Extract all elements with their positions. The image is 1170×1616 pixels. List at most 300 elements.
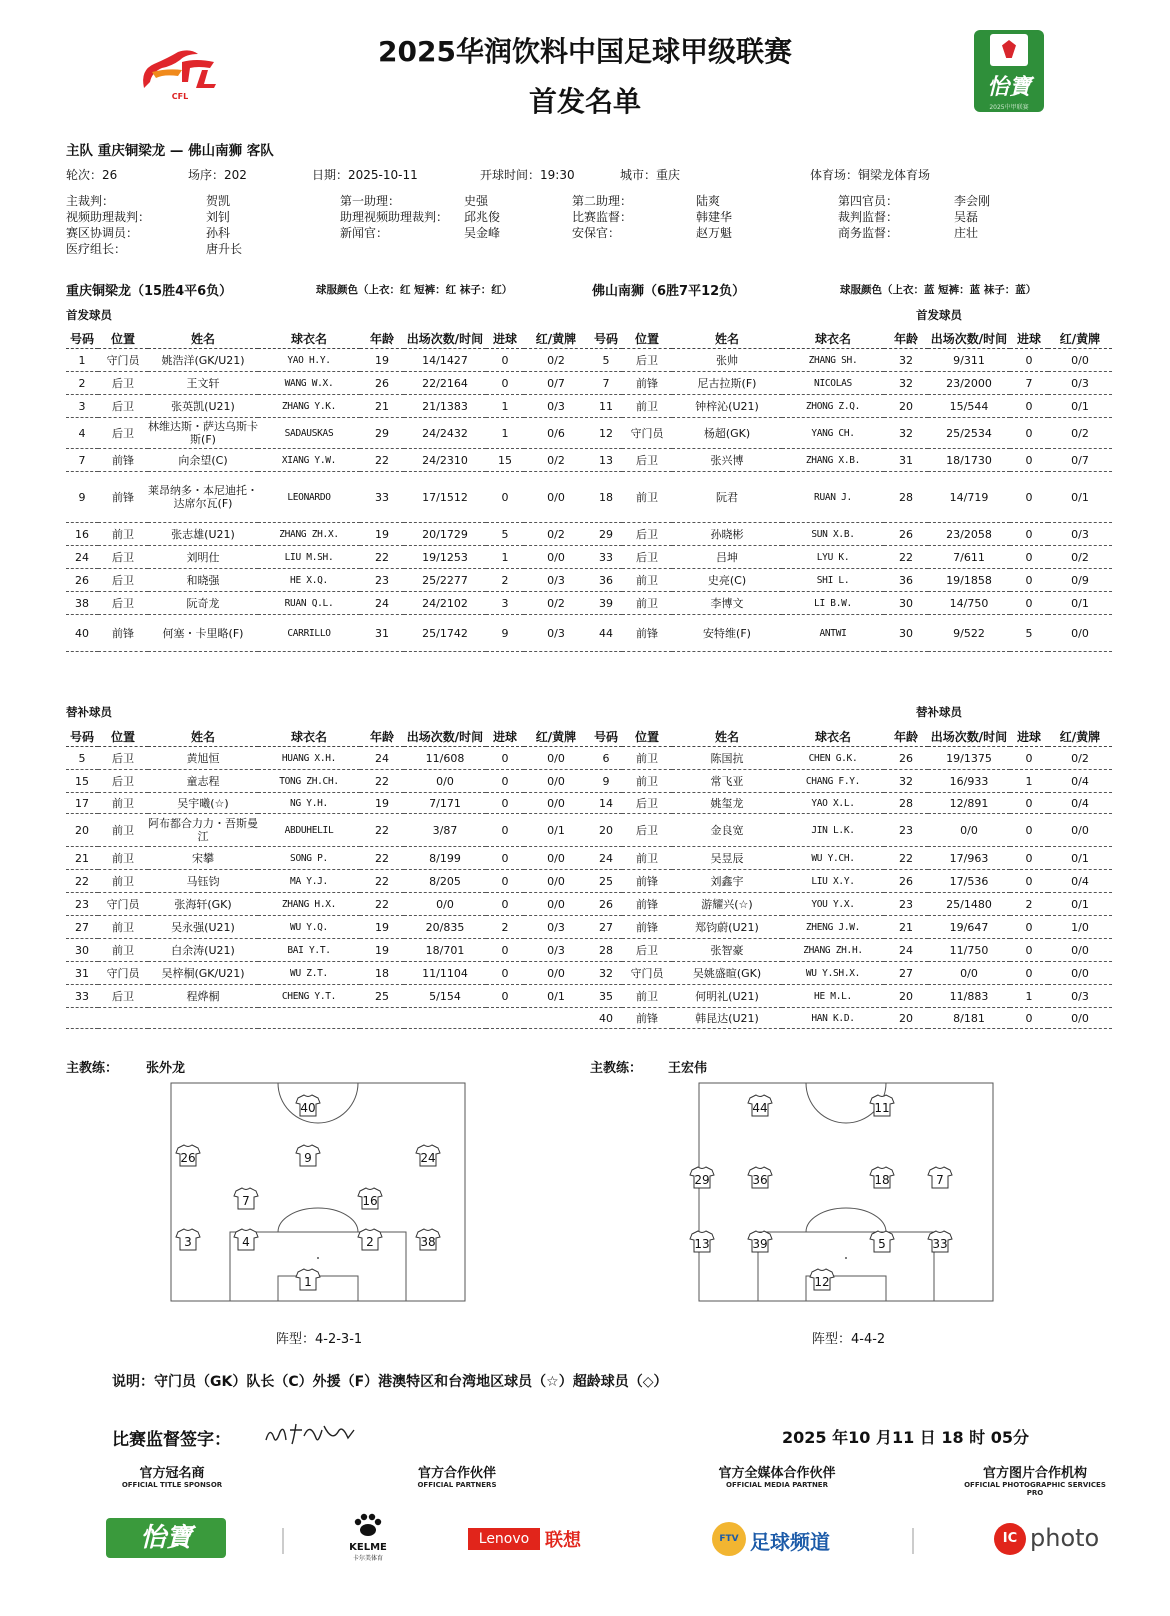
- official-role: 商务监督：: [838, 226, 899, 240]
- player-shirt-name: YOU Y.X.: [782, 893, 884, 916]
- player-name: 郑钧蔚(U21): [672, 916, 782, 939]
- table-row: [66, 569, 588, 592]
- player-age: 22: [884, 847, 928, 870]
- player-age: 24: [360, 592, 404, 615]
- player-number: [66, 1008, 98, 1029]
- round: 轮次：26: [66, 168, 118, 182]
- away-subs-table: [590, 726, 1112, 1029]
- player-cards: 0/2: [1048, 747, 1112, 770]
- player-goals: 0: [486, 847, 524, 870]
- player-shirt-name: ANTWI: [782, 615, 884, 652]
- player-age: 19: [360, 916, 404, 939]
- table-row: [590, 449, 1112, 472]
- player-shirt-name: RUAN Q.L.: [258, 592, 360, 615]
- player-jersey-number: 1: [304, 1275, 312, 1289]
- player-goals: 3: [486, 592, 524, 615]
- player-jersey-number: 9: [304, 1151, 312, 1165]
- player-jersey-icon: [870, 1167, 894, 1188]
- player-name: 吴永强(U21): [148, 916, 258, 939]
- player-number: 9: [590, 770, 622, 793]
- player-goals: 0: [1010, 1008, 1048, 1029]
- player-position: 后卫: [98, 395, 148, 418]
- player-number: 4: [66, 418, 98, 449]
- player-age: 25: [360, 985, 404, 1008]
- player-goals: [486, 1008, 524, 1029]
- player-number: 36: [590, 569, 622, 592]
- match-number: 场序：202: [188, 168, 247, 182]
- player-age: 22: [360, 546, 404, 569]
- player-goals: 5: [1010, 615, 1048, 652]
- player-shirt-name: ZHANG SH.: [782, 349, 884, 372]
- player-age: 30: [884, 615, 928, 652]
- home-coach-label: 主教练：: [66, 1061, 119, 1076]
- player-cards: 0/2: [524, 523, 588, 546]
- player-goals: 0: [1010, 814, 1048, 847]
- player-position: 前卫: [98, 793, 148, 814]
- player-appearances: 0/0: [404, 770, 486, 793]
- player-age: 22: [360, 770, 404, 793]
- official-name: 邱兆俊: [464, 210, 501, 224]
- player-appearances: 17/536: [928, 870, 1010, 893]
- player-appearances: 24/2102: [404, 592, 486, 615]
- player-goals: 0: [486, 870, 524, 893]
- player-age: 26: [884, 870, 928, 893]
- player-appearances: 11/1104: [404, 962, 486, 985]
- player-name: 张英凯(U21): [148, 395, 258, 418]
- player-appearances: 0/0: [928, 814, 1010, 847]
- player-name: 张海轩(GK): [148, 893, 258, 916]
- player-goals: 0: [1010, 747, 1048, 770]
- player-position: 前卫: [622, 847, 672, 870]
- player-appearances: 24/2432: [404, 418, 486, 449]
- home-formation: 阵型：4-2-3-1: [276, 1332, 363, 1347]
- player-jersey-number: 16: [362, 1194, 378, 1208]
- lenovo-logo: Lenovo: [468, 1528, 540, 1550]
- player-shirt-name: YAO H.Y.: [258, 349, 360, 372]
- player-number: 20: [66, 814, 98, 847]
- player-age: 27: [884, 962, 928, 985]
- player-age: 19: [360, 793, 404, 814]
- player-shirt-name: XIANG Y.W.: [258, 449, 360, 472]
- player-cards: 0/4: [1048, 793, 1112, 814]
- player-appearances: 12/891: [928, 793, 1010, 814]
- official-name: 赵万魁: [696, 226, 733, 240]
- column-header: 年龄: [884, 328, 928, 349]
- legend-note: 说明：守门员（GK）队长（C）外援（F）港澳特区和台湾地区球员（☆）超龄球员（◇）: [112, 1374, 668, 1390]
- player-position: 前卫: [98, 939, 148, 962]
- player-position: 前锋: [622, 870, 672, 893]
- player-cards: 0/0: [524, 893, 588, 916]
- player-name: 张兴博: [672, 449, 782, 472]
- player-shirt-name: ZHANG ZH.X.: [258, 523, 360, 546]
- player-number: 3: [66, 395, 98, 418]
- player-position: 后卫: [622, 546, 672, 569]
- player-name: 张智豪: [672, 939, 782, 962]
- column-header: 出场次数/时间: [928, 726, 1010, 747]
- player-age: [360, 1008, 404, 1029]
- player-goals: 7: [1010, 372, 1048, 395]
- player-position: 守门员: [622, 418, 672, 449]
- player-age: 33: [360, 472, 404, 523]
- column-header: 进球: [486, 726, 524, 747]
- player-number: 22: [66, 870, 98, 893]
- player-position: 前锋: [98, 449, 148, 472]
- player-appearances: 9/522: [928, 615, 1010, 652]
- player-goals: 0: [486, 747, 524, 770]
- player-appearances: 24/2310: [404, 449, 486, 472]
- player-shirt-name: CARRILLO: [258, 615, 360, 652]
- player-cards: 0/2: [1048, 418, 1112, 449]
- player-appearances: 25/1742: [404, 615, 486, 652]
- player-cards: 0/0: [524, 770, 588, 793]
- player-cards: 0/3: [524, 615, 588, 652]
- player-cards: 1/0: [1048, 916, 1112, 939]
- player-number: 16: [66, 523, 98, 546]
- yibao-sponsor-logo: 怡寶: [106, 1518, 226, 1558]
- stadium: 体育场：铜梁龙体育场: [810, 168, 931, 182]
- table-row: [590, 893, 1112, 916]
- player-jersey-icon: [358, 1229, 382, 1250]
- home-coach: 张外龙: [146, 1061, 186, 1076]
- player-position: 后卫: [622, 349, 672, 372]
- player-number: 1: [66, 349, 98, 372]
- player-position: 前卫: [622, 592, 672, 615]
- official-role: 第一助理：: [340, 194, 401, 208]
- table-row: [590, 870, 1112, 893]
- player-name: 尼古拉斯(F): [672, 372, 782, 395]
- player-age: 28: [884, 793, 928, 814]
- player-jersey-icon: [690, 1167, 714, 1188]
- player-age: 21: [360, 395, 404, 418]
- player-number: 18: [590, 472, 622, 523]
- player-shirt-name: ZHANG ZH.H.: [782, 939, 884, 962]
- player-jersey-number: 40: [300, 1101, 316, 1115]
- teams-line: 主队 重庆铜梁龙 — 佛山南狮 客队: [66, 143, 274, 159]
- player-shirt-name: WU Y.CH.: [782, 847, 884, 870]
- player-position: 前锋: [622, 1008, 672, 1029]
- player-jersey-icon: [748, 1167, 772, 1188]
- player-shirt-name: BAI Y.T.: [258, 939, 360, 962]
- player-goals: 0: [1010, 449, 1048, 472]
- player-cards: 0/1: [1048, 395, 1112, 418]
- official-role: 赛区协调员：: [66, 226, 139, 240]
- column-header: 年龄: [884, 726, 928, 747]
- player-name: 史亮(C): [672, 569, 782, 592]
- official-role: 第二助理：: [572, 194, 633, 208]
- player-goals: 0: [1010, 592, 1048, 615]
- sponsor-photo-heading: 官方图片合作机构: [982, 1466, 1087, 1481]
- player-position: 前锋: [622, 916, 672, 939]
- official-name: 韩建华: [696, 210, 733, 224]
- player-age: 32: [884, 372, 928, 395]
- player-name: 吴梓桐(GK/U21): [148, 962, 258, 985]
- player-name: 何塞・卡里略(F): [148, 615, 258, 652]
- table-row: [66, 592, 588, 615]
- player-name: 向余望(C): [148, 449, 258, 472]
- away-coach-label: 主教练：: [590, 1061, 643, 1076]
- player-appearances: 25/2277: [404, 569, 486, 592]
- player-number: 28: [590, 939, 622, 962]
- player-age: 20: [884, 985, 928, 1008]
- player-cards: 0/3: [1048, 523, 1112, 546]
- player-position: 后卫: [622, 523, 672, 546]
- player-appearances: 5/154: [404, 985, 486, 1008]
- separator: [282, 1528, 284, 1554]
- player-goals: 0: [1010, 418, 1048, 449]
- kickoff-time: 开球时间：19:30: [480, 168, 575, 182]
- player-number: 5: [590, 349, 622, 372]
- player-age: 23: [360, 569, 404, 592]
- player-age: 22: [360, 814, 404, 847]
- player-age: 32: [884, 349, 928, 372]
- official-role: 主裁判：: [66, 194, 115, 208]
- official-name: 孙科: [206, 226, 231, 240]
- table-row: [66, 472, 588, 523]
- column-header: 年龄: [360, 726, 404, 747]
- player-goals: 0: [1010, 349, 1048, 372]
- player-number: 9: [66, 472, 98, 523]
- player-shirt-name: JIN L.K.: [782, 814, 884, 847]
- player-cards: 0/4: [1048, 770, 1112, 793]
- player-name: 王文轩: [148, 372, 258, 395]
- official-role: 裁判监督：: [838, 210, 899, 224]
- player-number: 31: [66, 962, 98, 985]
- player-number: 24: [590, 847, 622, 870]
- player-name: 金良宽: [672, 814, 782, 847]
- player-age: 26: [884, 523, 928, 546]
- player-position: 前卫: [622, 747, 672, 770]
- player-jersey-icon: [358, 1188, 382, 1209]
- match-date: 日期：2025-10-11: [312, 168, 418, 182]
- player-jersey-number: 33: [932, 1237, 948, 1251]
- sponsor-title-sub: OFFICIAL TITLE SPONSOR: [121, 1481, 223, 1489]
- player-cards: 0/0: [524, 546, 588, 569]
- column-header: 出场次数/时间: [404, 726, 486, 747]
- player-name: 何明礼(U21): [672, 985, 782, 1008]
- player-goals: 2: [486, 916, 524, 939]
- player-goals: 1: [486, 418, 524, 449]
- player-appearances: 20/835: [404, 916, 486, 939]
- player-shirt-name: HUANG X.H.: [258, 747, 360, 770]
- player-position: 后卫: [98, 418, 148, 449]
- player-name: 刘鑫宇: [672, 870, 782, 893]
- signature-label: 比赛监督签字：: [112, 1430, 231, 1450]
- player-cards: 0/2: [524, 592, 588, 615]
- player-jersey-icon: [810, 1269, 834, 1290]
- player-appearances: 0/0: [404, 893, 486, 916]
- player-jersey-number: 36: [752, 1173, 768, 1187]
- player-age: 26: [360, 372, 404, 395]
- sponsor-partners-sub: OFFICIAL PARTNERS: [417, 1481, 497, 1489]
- player-number: 13: [590, 449, 622, 472]
- column-header: 进球: [1010, 726, 1048, 747]
- player-shirt-name: NICOLAS: [782, 372, 884, 395]
- player-number: 17: [66, 793, 98, 814]
- supervisor-signature: [262, 1418, 358, 1450]
- player-number: 5: [66, 747, 98, 770]
- table-row: [590, 770, 1112, 793]
- player-number: 24: [66, 546, 98, 569]
- player-shirt-name: NG Y.H.: [258, 793, 360, 814]
- player-cards: 0/0: [524, 870, 588, 893]
- yibao-logo: [974, 30, 1044, 112]
- player-goals: 0: [486, 939, 524, 962]
- player-jersey-number: 13: [694, 1237, 710, 1251]
- player-jersey-icon: [234, 1229, 258, 1250]
- player-age: 32: [884, 770, 928, 793]
- player-goals: 0: [486, 962, 524, 985]
- player-number: 20: [590, 814, 622, 847]
- paw-icon: [352, 1512, 384, 1538]
- player-appearances: 14/750: [928, 592, 1010, 615]
- player-position: 后卫: [622, 449, 672, 472]
- player-shirt-name: HE M.L.: [782, 985, 884, 1008]
- table-row: [66, 793, 588, 814]
- player-name: 姚玺龙: [672, 793, 782, 814]
- player-number: 12: [590, 418, 622, 449]
- player-position: 守门员: [98, 962, 148, 985]
- player-shirt-name: SADAUSKAS: [258, 418, 360, 449]
- city: 城市：重庆: [620, 168, 681, 182]
- player-shirt-name: ZHANG X.B.: [782, 449, 884, 472]
- player-goals: 1: [486, 395, 524, 418]
- player-position: 前卫: [98, 814, 148, 847]
- player-appearances: 7/611: [928, 546, 1010, 569]
- table-row: [590, 472, 1112, 523]
- player-cards: 0/9: [1048, 569, 1112, 592]
- player-age: 28: [884, 472, 928, 523]
- player-age: 22: [884, 546, 928, 569]
- table-row: [590, 349, 1112, 372]
- lenovo-cn-logo: 联想: [545, 1530, 581, 1551]
- player-number: 6: [590, 747, 622, 770]
- player-age: 23: [884, 814, 928, 847]
- player-goals: 0: [1010, 523, 1048, 546]
- player-goals: 0: [1010, 569, 1048, 592]
- player-cards: 0/0: [1048, 615, 1112, 652]
- player-appearances: 16/933: [928, 770, 1010, 793]
- player-cards: 0/0: [1048, 939, 1112, 962]
- player-cards: 0/0: [1048, 962, 1112, 985]
- player-number: 33: [590, 546, 622, 569]
- sponsor-media-heading: 官方全媒体合作伙伴: [718, 1466, 836, 1481]
- player-name: 杨超(GK): [672, 418, 782, 449]
- player-jersey-number: 24: [420, 1151, 436, 1165]
- player-position: 前卫: [622, 472, 672, 523]
- table-row: [590, 418, 1112, 449]
- player-name: 莱昂纳多・本尼迪托・达席尔瓦(F): [148, 472, 258, 523]
- player-number: 38: [66, 592, 98, 615]
- column-header: 年龄: [360, 328, 404, 349]
- player-position: 后卫: [98, 985, 148, 1008]
- player-name: 姚浩洋(GK/U21): [148, 349, 258, 372]
- player-jersey-icon: [176, 1229, 200, 1250]
- player-goals: 0: [486, 372, 524, 395]
- player-cards: 0/4: [1048, 870, 1112, 893]
- player-number: 11: [590, 395, 622, 418]
- player-age: 21: [884, 916, 928, 939]
- player-goals: 0: [1010, 472, 1048, 523]
- home-subs-table: [66, 726, 588, 1029]
- player-age: 30: [884, 592, 928, 615]
- player-cards: 0/0: [524, 793, 588, 814]
- player-number: 2: [66, 372, 98, 395]
- page-subtitle: 首发名单: [528, 85, 641, 118]
- player-name: 程烨桐: [148, 985, 258, 1008]
- player-name: 孙晓彬: [672, 523, 782, 546]
- player-name: 李博文: [672, 592, 782, 615]
- player-appearances: 8/181: [928, 1008, 1010, 1029]
- official-role: 第四官员：: [838, 194, 899, 208]
- player-appearances: 17/1512: [404, 472, 486, 523]
- official-name: 史强: [464, 194, 489, 208]
- official-name: 李会刚: [954, 194, 991, 208]
- player-cards: 0/3: [1048, 372, 1112, 395]
- player-shirt-name: SUN X.B.: [782, 523, 884, 546]
- player-name: [148, 1008, 258, 1029]
- column-header: 姓名: [148, 328, 258, 349]
- player-position: 前卫: [622, 569, 672, 592]
- player-position: 后卫: [622, 793, 672, 814]
- player-number: 29: [590, 523, 622, 546]
- official-name: 贺凯: [206, 194, 231, 208]
- table-row: [66, 615, 588, 652]
- player-shirt-name: ZHANG Y.K.: [258, 395, 360, 418]
- player-appearances: 18/1730: [928, 449, 1010, 472]
- player-goals: 0: [1010, 939, 1048, 962]
- table-row: [590, 916, 1112, 939]
- player-appearances: 3/87: [404, 814, 486, 847]
- csl-badge-icon: [990, 34, 1028, 66]
- player-age: 31: [884, 449, 928, 472]
- home-team-record: 重庆铜梁龙（15胜4平6负）: [66, 284, 233, 299]
- sponsor-title-heading: 官方冠名商: [139, 1466, 205, 1481]
- player-cards: 0/3: [524, 916, 588, 939]
- player-name: 吴姚盛暄(GK): [672, 962, 782, 985]
- column-header: 号码: [66, 726, 98, 747]
- away-starters-label: 首发球员: [916, 308, 962, 322]
- player-appearances: 25/1480: [928, 893, 1010, 916]
- player-number: 26: [66, 569, 98, 592]
- player-number: 30: [66, 939, 98, 962]
- player-number: 25: [590, 870, 622, 893]
- home-formation-pitch: [170, 1082, 466, 1302]
- player-appearances: 17/963: [928, 847, 1010, 870]
- player-goals: 15: [486, 449, 524, 472]
- signature-datetime: 2025 年10 月11 日 18 时 05分: [782, 1428, 1030, 1447]
- away-subs-label: 替补球员: [916, 705, 962, 719]
- player-jersey-icon: [928, 1167, 952, 1188]
- kelme-sub: 卡尔美体育: [352, 1555, 383, 1562]
- player-age: 22: [360, 870, 404, 893]
- player-jersey-number: 18: [874, 1173, 890, 1187]
- player-shirt-name: ZHONG Z.Q.: [782, 395, 884, 418]
- cfl-logo-text: CFL: [171, 92, 189, 101]
- player-goals: 0: [1010, 847, 1048, 870]
- player-number: 35: [590, 985, 622, 1008]
- player-goals: 2: [1010, 893, 1048, 916]
- player-shirt-name: YANG CH.: [782, 418, 884, 449]
- sponsor-photo: [960, 1462, 1110, 1497]
- player-goals: 5: [486, 523, 524, 546]
- yibao-logo-text: 怡寶: [986, 74, 1031, 100]
- official-name: 吴磊: [954, 210, 979, 224]
- player-age: 36: [884, 569, 928, 592]
- player-jersey-number: 44: [752, 1101, 768, 1115]
- column-header: 位置: [622, 726, 672, 747]
- player-age: 19: [360, 523, 404, 546]
- column-header: 出场次数/时间: [928, 328, 1010, 349]
